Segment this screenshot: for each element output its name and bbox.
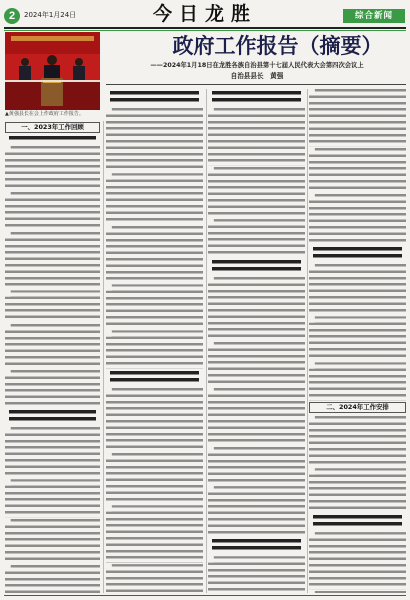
subsection-heading: [313, 247, 402, 261]
section-tab: 综合新闻: [343, 9, 405, 23]
paragraph-text: [309, 148, 406, 193]
article-title: 政府工作报告（摘要）: [172, 33, 383, 58]
header-rule: [4, 27, 406, 29]
paragraph-text: [5, 290, 100, 322]
paragraph-text: [106, 173, 203, 224]
paragraph-text: [208, 219, 305, 257]
paragraph-text: [5, 192, 100, 230]
subsection-heading: [212, 539, 301, 553]
column-divider: [307, 89, 308, 593]
subsection-heading: [212, 91, 301, 105]
header-rule-accent: [4, 30, 406, 31]
report-photo-illustration: [5, 32, 100, 110]
paragraph-text: [208, 447, 305, 485]
paragraph-text: [5, 324, 100, 369]
paragraph-text: [309, 416, 406, 467]
column-divider: [103, 121, 104, 593]
text-column-2: [106, 89, 203, 593]
issue-date: 2024年1月24日: [24, 11, 77, 19]
paragraph-text: [309, 532, 406, 590]
section-heading: 一、2023年工作回顾: [5, 122, 100, 133]
paragraph-text: [208, 342, 305, 387]
paragraph-text: [5, 370, 100, 408]
paragraph-text: [309, 591, 406, 593]
paragraph-text: [5, 519, 100, 564]
subsection-heading: [212, 260, 301, 274]
paragraph-text: [309, 316, 406, 361]
paragraph-text: [309, 89, 406, 147]
paragraph-text: [106, 330, 203, 368]
subsection-heading: [110, 91, 199, 105]
text-column-4: [309, 89, 406, 593]
article-byline: 自治县县长 黄强: [230, 72, 284, 80]
paragraph-text: [309, 264, 406, 315]
paragraph-text: [106, 388, 203, 452]
subsection-heading: [110, 371, 199, 385]
report-photo: [5, 32, 100, 110]
section-heading: 二、2024年工作安排: [309, 402, 406, 413]
subsection-heading: [313, 515, 402, 529]
subsection-heading: [9, 410, 96, 424]
paragraph-text: [106, 505, 203, 563]
paragraph-text: [309, 194, 406, 245]
photo-caption: ▲黄强县长在会上作政府工作报告。: [5, 111, 84, 117]
text-column-3: [208, 89, 305, 593]
paragraph-text: [106, 226, 203, 284]
paragraph-text: [5, 479, 100, 517]
subsection-heading: [9, 136, 96, 143]
paragraph-text: [5, 232, 100, 290]
footer-rule: [4, 595, 406, 596]
paragraph-text: [106, 453, 203, 504]
paragraph-text: [106, 284, 203, 329]
text-column-1: [5, 121, 100, 593]
newspaper-masthead: 今日龙胜: [152, 3, 257, 25]
paragraph-text: [208, 167, 305, 218]
paragraph-text: [5, 146, 100, 191]
title-rule: [106, 84, 406, 85]
paragraph-text: [208, 277, 305, 341]
paragraph-text: [208, 556, 305, 593]
column-divider: [206, 89, 207, 593]
paragraph-text: [208, 486, 305, 537]
paragraph-text: [106, 564, 203, 593]
page-number: 2: [4, 8, 20, 24]
paragraph-text: [106, 108, 203, 172]
paragraph-text: [5, 565, 100, 593]
paragraph-text: [309, 362, 406, 400]
paragraph-text: [208, 108, 305, 166]
paragraph-text: [208, 388, 305, 446]
article-subtitle: ——2024年1月18日在龙胜各族自治县第十七届人民代表大会第四次会议上: [150, 62, 364, 69]
paragraph-text: [309, 468, 406, 513]
paragraph-text: [5, 427, 100, 478]
